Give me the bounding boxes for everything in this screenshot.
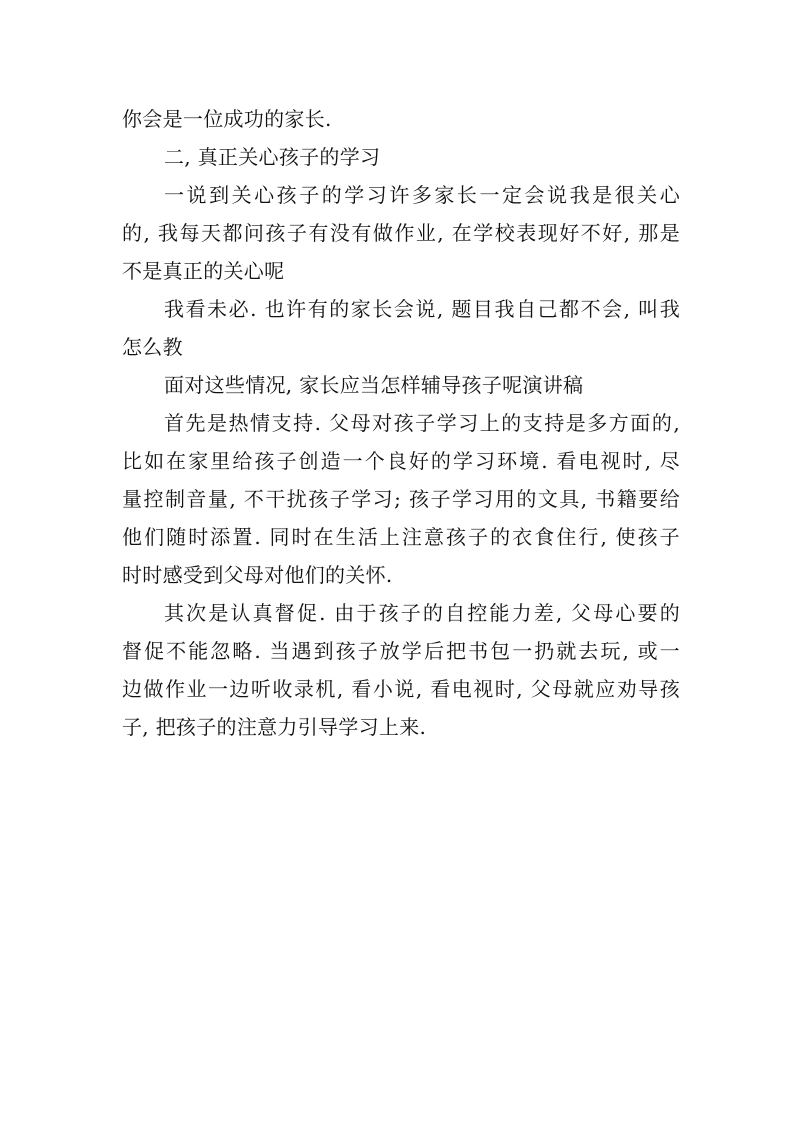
text-line: 面对这些情况, 家长应当怎样辅导孩子呢演讲稿 [164,373,584,397]
text-line: 的, 我每天都问孩子有没有做作业, 在学校表现好不好, 那是 [122,221,680,245]
text-line: 他们随时添置. 同时在生活上注意孩子的衣食住行, 使孩子 [122,525,680,549]
text-line: 比如在家里给孩子创造一个良好的学习环境. 看电视时, 尽 [122,449,680,473]
document-body [122,100,682,746]
text-line: 一说到关心孩子的学习许多家长一定会说我是很关心 [164,183,680,207]
text-line: 子, 把孩子的注意力引导学习上来. [122,715,427,739]
text-line: 我看未必. 也许有的家长会说, 题目我自己都不会, 叫我 [164,297,680,321]
text-line: 督促不能忽略. 当遇到孩子放学后把书包一扔就去玩, 或一 [122,639,680,663]
text-line: 量控制音量, 不干扰孩子学习; 孩子学习用的文具, 书籍要给 [122,487,680,511]
text-line: 时时感受到父母对他们的关怀. [122,563,393,587]
text-line: 其次是认真督促. 由于孩子的自控能力差, 父母心要的 [164,601,680,625]
text-line: 你会是一位成功的家长. [122,107,332,131]
text-line: 怎么教 [122,335,183,359]
text-line: 不是真正的关心呢 [122,259,285,283]
section-heading: 二, 真正关心孩子的学习 [164,145,381,169]
text-line: 首先是热情支持. 父母对孩子学习上的支持是多方面的, [164,411,680,435]
text-line: 边做作业一边听收录机, 看小说, 看电视时, 父母就应劝导孩 [122,677,680,701]
